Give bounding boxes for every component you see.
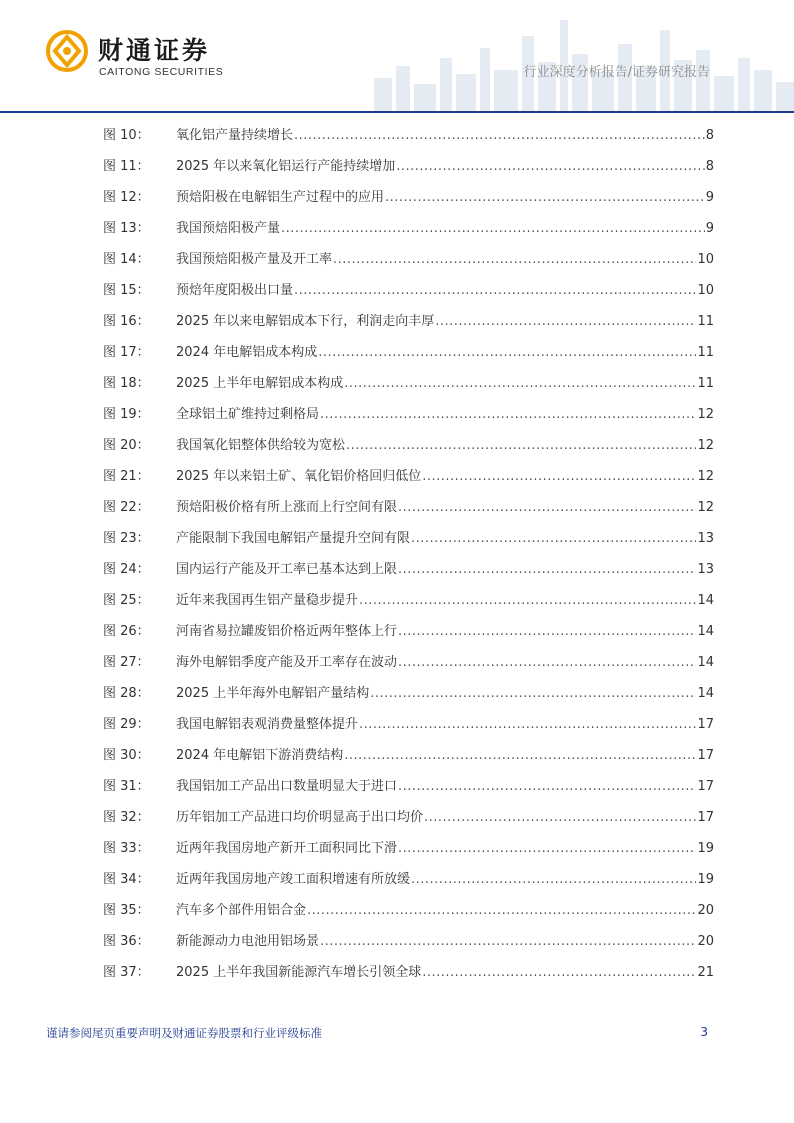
toc-entry[interactable] [103,186,714,217]
toc-dot-leader [435,314,696,329]
toc-figure-title[interactable]: 近年来我国再生铝产量稳步提升 [176,593,359,608]
toc-figure-title[interactable]: 预焙阳极价格有所上涨而上行空间有限 [176,500,398,515]
toc-entry[interactable] [103,744,714,775]
toc-entry[interactable] [103,806,714,837]
toc-figure-label: 图 17： [103,345,150,360]
toc-entry[interactable] [103,372,714,403]
toc-figure-label: 图 23： [103,531,150,546]
toc-page-number[interactable]: 9 [705,190,714,205]
toc-dot-leader [398,655,696,670]
toc-figure-title[interactable]: 海外电解铝季度产能及开工率存在波动 [176,655,398,670]
toc-figure-title[interactable]: 2024 年电解铝下游消费结构 [176,748,344,763]
toc-figure-title[interactable]: 2025 上半年我国新能源汽车增长引领全球 [176,965,422,980]
toc-figure-label: 图 18： [103,376,150,391]
toc-entry[interactable] [103,713,714,744]
toc-figure-title[interactable]: 历年铝加工产品进口均价明显高于出口均价 [176,810,424,825]
page-header [0,0,794,116]
toc-figure-title[interactable]: 产能限制下我国电解铝产量提升空间有限 [176,531,411,546]
toc-figure-title[interactable]: 2025 年以来铝土矿、氧化铝价格回归低位 [176,469,422,484]
report-type-label: 行业深度分析报告/证券研究报告 [523,65,710,80]
toc-figure-label: 图 12： [103,190,150,205]
toc-figure-title[interactable]: 2025 上半年海外电解铝产量结构 [176,686,370,701]
toc-page-number[interactable]: 20 [697,903,714,918]
toc-figure-title[interactable]: 全球铝土矿维持过剩格局 [176,407,320,422]
toc-entry[interactable] [103,155,714,186]
toc-dot-leader [294,283,696,298]
toc-figure-label: 图 20： [103,438,150,453]
toc-dot-leader [294,128,705,143]
toc-figure-title[interactable]: 我国氧化铝整体供给较为宽松 [176,438,346,453]
toc-dot-leader [318,345,696,360]
toc-dot-leader [411,531,696,546]
toc-page-number[interactable]: 8 [705,128,714,143]
figure-list [103,124,714,992]
toc-figure-label: 图 24： [103,562,150,577]
city-skyline-watermark [364,0,794,112]
toc-page-number[interactable]: 12 [697,500,714,515]
toc-entry[interactable] [103,868,714,899]
toc-page-number[interactable]: 9 [705,221,714,236]
toc-dot-leader [398,500,696,515]
toc-figure-title[interactable]: 氧化铝产量持续增长 [176,128,294,143]
page-number: 3 [700,1025,708,1039]
toc-figure-title[interactable]: 汽车多个部件用铝合金 [176,903,307,918]
toc-figure-label: 图 26： [103,624,150,639]
toc-entry[interactable] [103,930,714,961]
toc-page-number[interactable]: 10 [697,283,714,298]
toc-figure-label: 图 30： [103,748,150,763]
toc-dot-leader [422,469,696,484]
toc-page-number[interactable]: 19 [697,872,714,887]
toc-entry[interactable] [103,899,714,930]
toc-figure-label: 图 13： [103,221,150,236]
toc-figure-label: 图 16： [103,314,150,329]
toc-figure-label: 图 34： [103,872,150,887]
toc-entry[interactable] [103,527,714,558]
toc-page-number[interactable]: 12 [697,438,714,453]
toc-entry[interactable] [103,403,714,434]
toc-page-number[interactable]: 14 [697,686,714,701]
toc-dot-leader [411,872,696,887]
toc-entry[interactable] [103,217,714,248]
toc-figure-title[interactable]: 我国预焙阳极产量及开工率 [176,252,333,267]
toc-entry[interactable] [103,558,714,589]
toc-figure-label: 图 10： [103,128,150,143]
toc-entry[interactable] [103,620,714,651]
toc-page-number[interactable]: 20 [697,934,714,949]
toc-page-number[interactable]: 17 [697,779,714,794]
toc-figure-label: 图 14： [103,252,150,267]
toc-page-number[interactable]: 17 [697,810,714,825]
toc-dot-leader [398,562,696,577]
toc-dot-leader [398,624,696,639]
toc-page-number[interactable]: 19 [697,841,714,856]
toc-figure-label: 图 33： [103,841,150,856]
toc-page-number[interactable]: 12 [697,407,714,422]
toc-dot-leader [320,407,696,422]
toc-figure-label: 图 11： [103,159,150,174]
toc-page-number[interactable]: 11 [697,345,714,360]
toc-page-number[interactable]: 13 [697,531,714,546]
toc-page-number[interactable]: 8 [705,159,714,174]
toc-figure-title[interactable]: 新能源动力电池用铝场景 [176,934,320,949]
toc-dot-leader [281,221,705,236]
toc-entry[interactable] [103,124,714,155]
toc-page-number[interactable]: 12 [697,469,714,484]
toc-entry[interactable] [103,837,714,868]
toc-figure-label: 图 32： [103,810,150,825]
toc-figure-label: 图 31： [103,779,150,794]
toc-figure-title[interactable]: 2024 年电解铝成本构成 [176,345,318,360]
toc-figure-title[interactable]: 近两年我国房地产新开工面积同比下滑 [176,841,398,856]
toc-figure-label: 图 27： [103,655,150,670]
toc-entry[interactable] [103,279,714,310]
toc-figure-label: 图 28： [103,686,150,701]
toc-figure-label: 图 22： [103,500,150,515]
toc-figure-title[interactable]: 预焙年度阳极出口量 [176,283,294,298]
toc-entry[interactable] [103,434,714,465]
toc-page-number[interactable]: 14 [697,624,714,639]
toc-dot-leader [359,593,696,608]
toc-dot-leader [422,965,696,980]
toc-figure-label: 图 37： [103,965,150,980]
toc-figure-title[interactable]: 我国电解铝表观消费量整体提升 [176,717,359,732]
toc-entry[interactable] [103,682,714,713]
toc-figure-title[interactable]: 近两年我国房地产竣工面积增速有所放缓 [176,872,411,887]
toc-page-number[interactable]: 14 [697,593,714,608]
toc-figure-title[interactable]: 2025 上半年电解铝成本构成 [176,376,344,391]
toc-page-number[interactable]: 13 [697,562,714,577]
toc-dot-leader [333,252,696,267]
toc-entry[interactable] [103,248,714,279]
toc-dot-leader [346,438,696,453]
toc-page-number[interactable]: 21 [697,965,714,980]
toc-entry[interactable] [103,589,714,620]
disclaimer-link[interactable]: 谨请参阅尾页重要声明及财通证券股票和行业评级标准 [46,1026,322,1040]
toc-entry[interactable] [103,496,714,527]
toc-dot-leader [396,159,705,174]
toc-entry[interactable] [103,775,714,806]
toc-figure-label: 图 36： [103,934,150,949]
toc-entry[interactable] [103,651,714,682]
toc-figure-title[interactable]: 我国铝加工产品出口数量明显大于进口 [176,779,398,794]
toc-figure-label: 图 21： [103,469,150,484]
toc-figure-label: 图 25： [103,593,150,608]
toc-page-number[interactable]: 11 [697,314,714,329]
toc-dot-leader [424,810,696,825]
toc-page-number[interactable]: 17 [697,717,714,732]
toc-figure-label: 图 35： [103,903,150,918]
toc-dot-leader [320,934,696,949]
toc-page-number[interactable]: 10 [697,252,714,267]
toc-entry[interactable] [103,341,714,372]
toc-entry[interactable] [103,310,714,341]
toc-page-number[interactable]: 14 [697,655,714,670]
toc-figure-title[interactable]: 我国预焙阳极产量 [176,221,281,236]
caitong-logo-icon [46,30,88,72]
brand-name-chinese: 财通证券 [98,36,211,65]
toc-dot-leader [398,779,696,794]
toc-figure-title[interactable]: 预焙阳极在电解铝生产过程中的应用 [176,190,385,205]
brand-name-english: CAITONG SECURITIES [99,66,224,78]
toc-figure-label: 图 29： [103,717,150,732]
toc-dot-leader [344,748,696,763]
toc-figure-title[interactable]: 国内运行产能及开工率已基本达到上限 [176,562,398,577]
toc-figure-title[interactable]: 2025 年以来电解铝成本下行，利润走向丰厚 [176,314,435,329]
toc-entry[interactable] [103,961,714,992]
toc-dot-leader [398,841,696,856]
toc-entry[interactable] [103,465,714,496]
toc-figure-title[interactable]: 2025 年以来氧化铝运行产能持续增加 [176,159,396,174]
toc-figure-label: 图 19： [103,407,150,422]
toc-page-number[interactable]: 11 [697,376,714,391]
toc-dot-leader [370,686,696,701]
toc-dot-leader [307,903,696,918]
toc-figure-title[interactable]: 河南省易拉罐废铝价格近两年整体上行 [176,624,398,639]
toc-page-number[interactable]: 17 [697,748,714,763]
toc-figure-label: 图 15： [103,283,150,298]
toc-dot-leader [359,717,696,732]
toc-dot-leader [344,376,696,391]
header-divider [0,111,794,113]
toc-dot-leader [385,190,705,205]
